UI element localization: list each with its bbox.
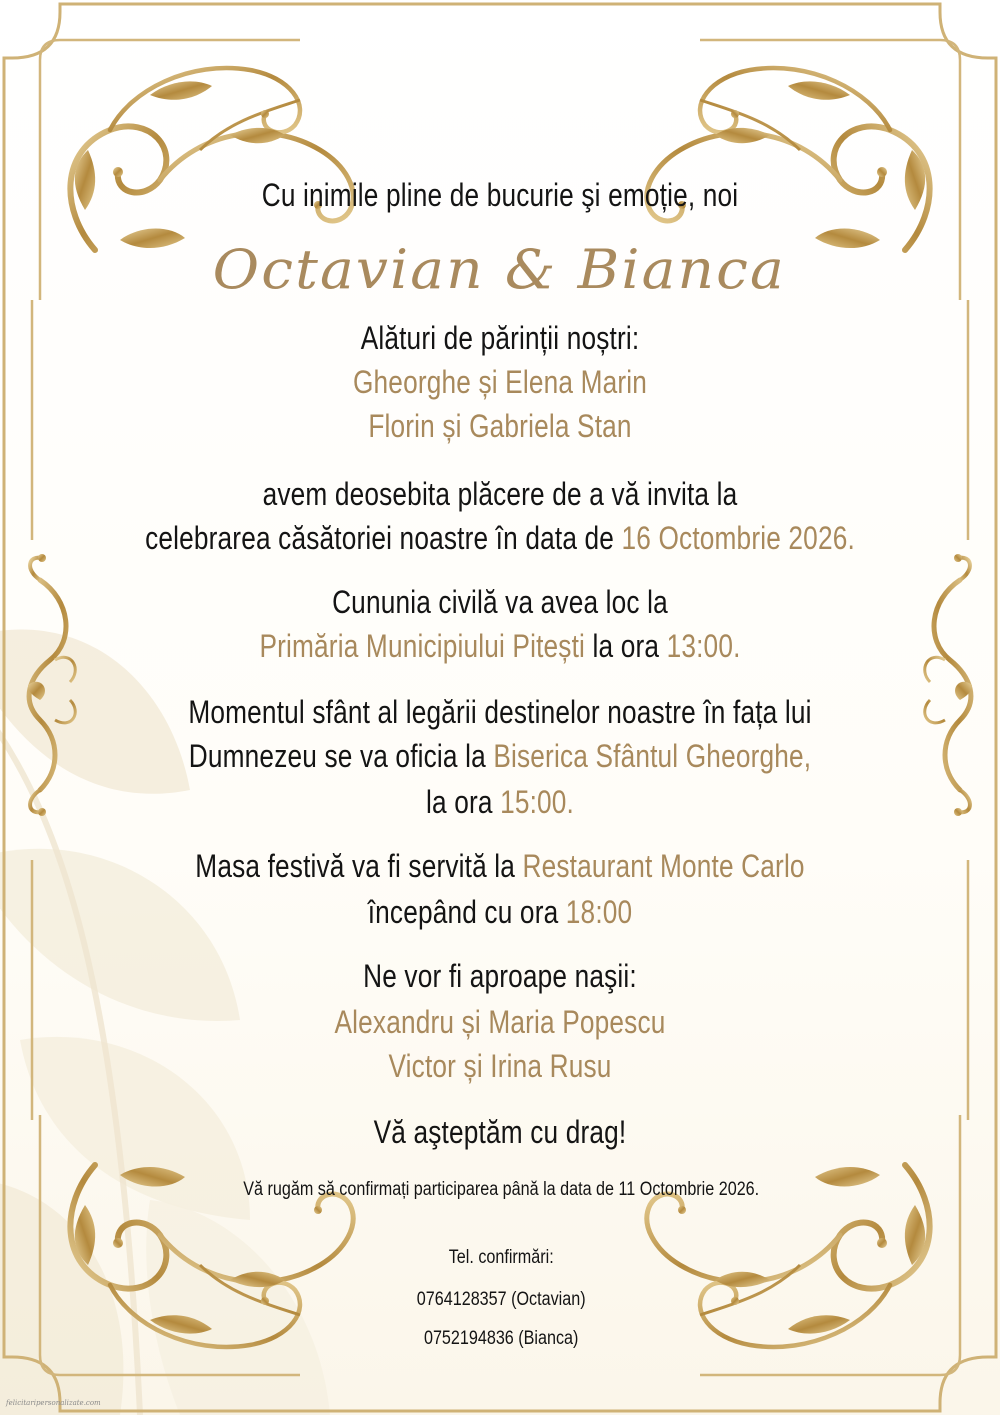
wedding-date: 16 Octombrie 2026. bbox=[621, 520, 855, 556]
closing-text: Vă aşteptăm cu drag! bbox=[373, 1114, 627, 1150]
civil-line-2 bbox=[90, 626, 910, 666]
church-line-3 bbox=[90, 782, 910, 822]
civil-time: 13:00. bbox=[666, 628, 741, 664]
church-line-2-text: Dumnezeu se va oficia la bbox=[188, 738, 486, 774]
phone-octavian: 0764128357 (Octavian) bbox=[416, 1289, 586, 1310]
dinner-line-1-text: Masa festivă va fi servită la bbox=[195, 848, 516, 884]
invite-line-2-text: celebrarea căsătoriei noastre în data de bbox=[145, 520, 615, 556]
church-line-1: Momentul sfânt al legării destinelor noastre în fața lui bbox=[188, 694, 812, 730]
phone-bianca: 0752194836 (Bianca) bbox=[423, 1328, 579, 1349]
civil-line-1: Cununia civilă va avea loc la bbox=[332, 584, 668, 620]
intro-text: Cu inimile pline de bucurie şi emoție, noi bbox=[261, 177, 739, 213]
church-line-2 bbox=[90, 736, 910, 776]
godparents-intro: Ne vor fi aproape naşii: bbox=[363, 958, 637, 994]
parents-line-2: Florin și Gabriela Stan bbox=[368, 408, 632, 444]
parents-intro: Alături de părinții noștri: bbox=[360, 320, 640, 356]
civil-venue: Primăria Municipiului Pitești bbox=[259, 628, 586, 664]
church-time: 15:00. bbox=[500, 784, 575, 820]
invite-line-1: avem deosebita plăcere de a vă invita la bbox=[262, 476, 738, 512]
phone-title: Tel. confirmări: bbox=[448, 1247, 554, 1268]
site-watermark: felicitaripersonalizate.com bbox=[6, 1399, 101, 1407]
godparents-line-1: Alexandru și Maria Popescu bbox=[334, 1004, 666, 1040]
parents-line-1: Gheorghe și Elena Marin bbox=[352, 364, 648, 400]
dinner-venue: Restaurant Monte Carlo bbox=[522, 848, 805, 884]
rsvp-note: Vă rugăm să confirmați participarea până la data de 11 Octombrie 2026. bbox=[243, 1179, 760, 1200]
civil-time-prefix: la ora bbox=[592, 628, 660, 664]
dinner-line-2 bbox=[90, 892, 910, 932]
church-venue: Biserica Sfântul Gheorghe, bbox=[493, 738, 812, 774]
invite-line-2 bbox=[90, 518, 910, 558]
dinner-time: 18:00 bbox=[565, 894, 633, 930]
couple-names: Octavian & Bianca bbox=[212, 238, 786, 301]
church-time-prefix: la ora bbox=[425, 784, 493, 820]
dinner-time-prefix: începând cu ora bbox=[367, 894, 559, 930]
godparents-line-2: Victor și Irina Rusu bbox=[388, 1048, 612, 1084]
dinner-line-1 bbox=[90, 846, 910, 886]
